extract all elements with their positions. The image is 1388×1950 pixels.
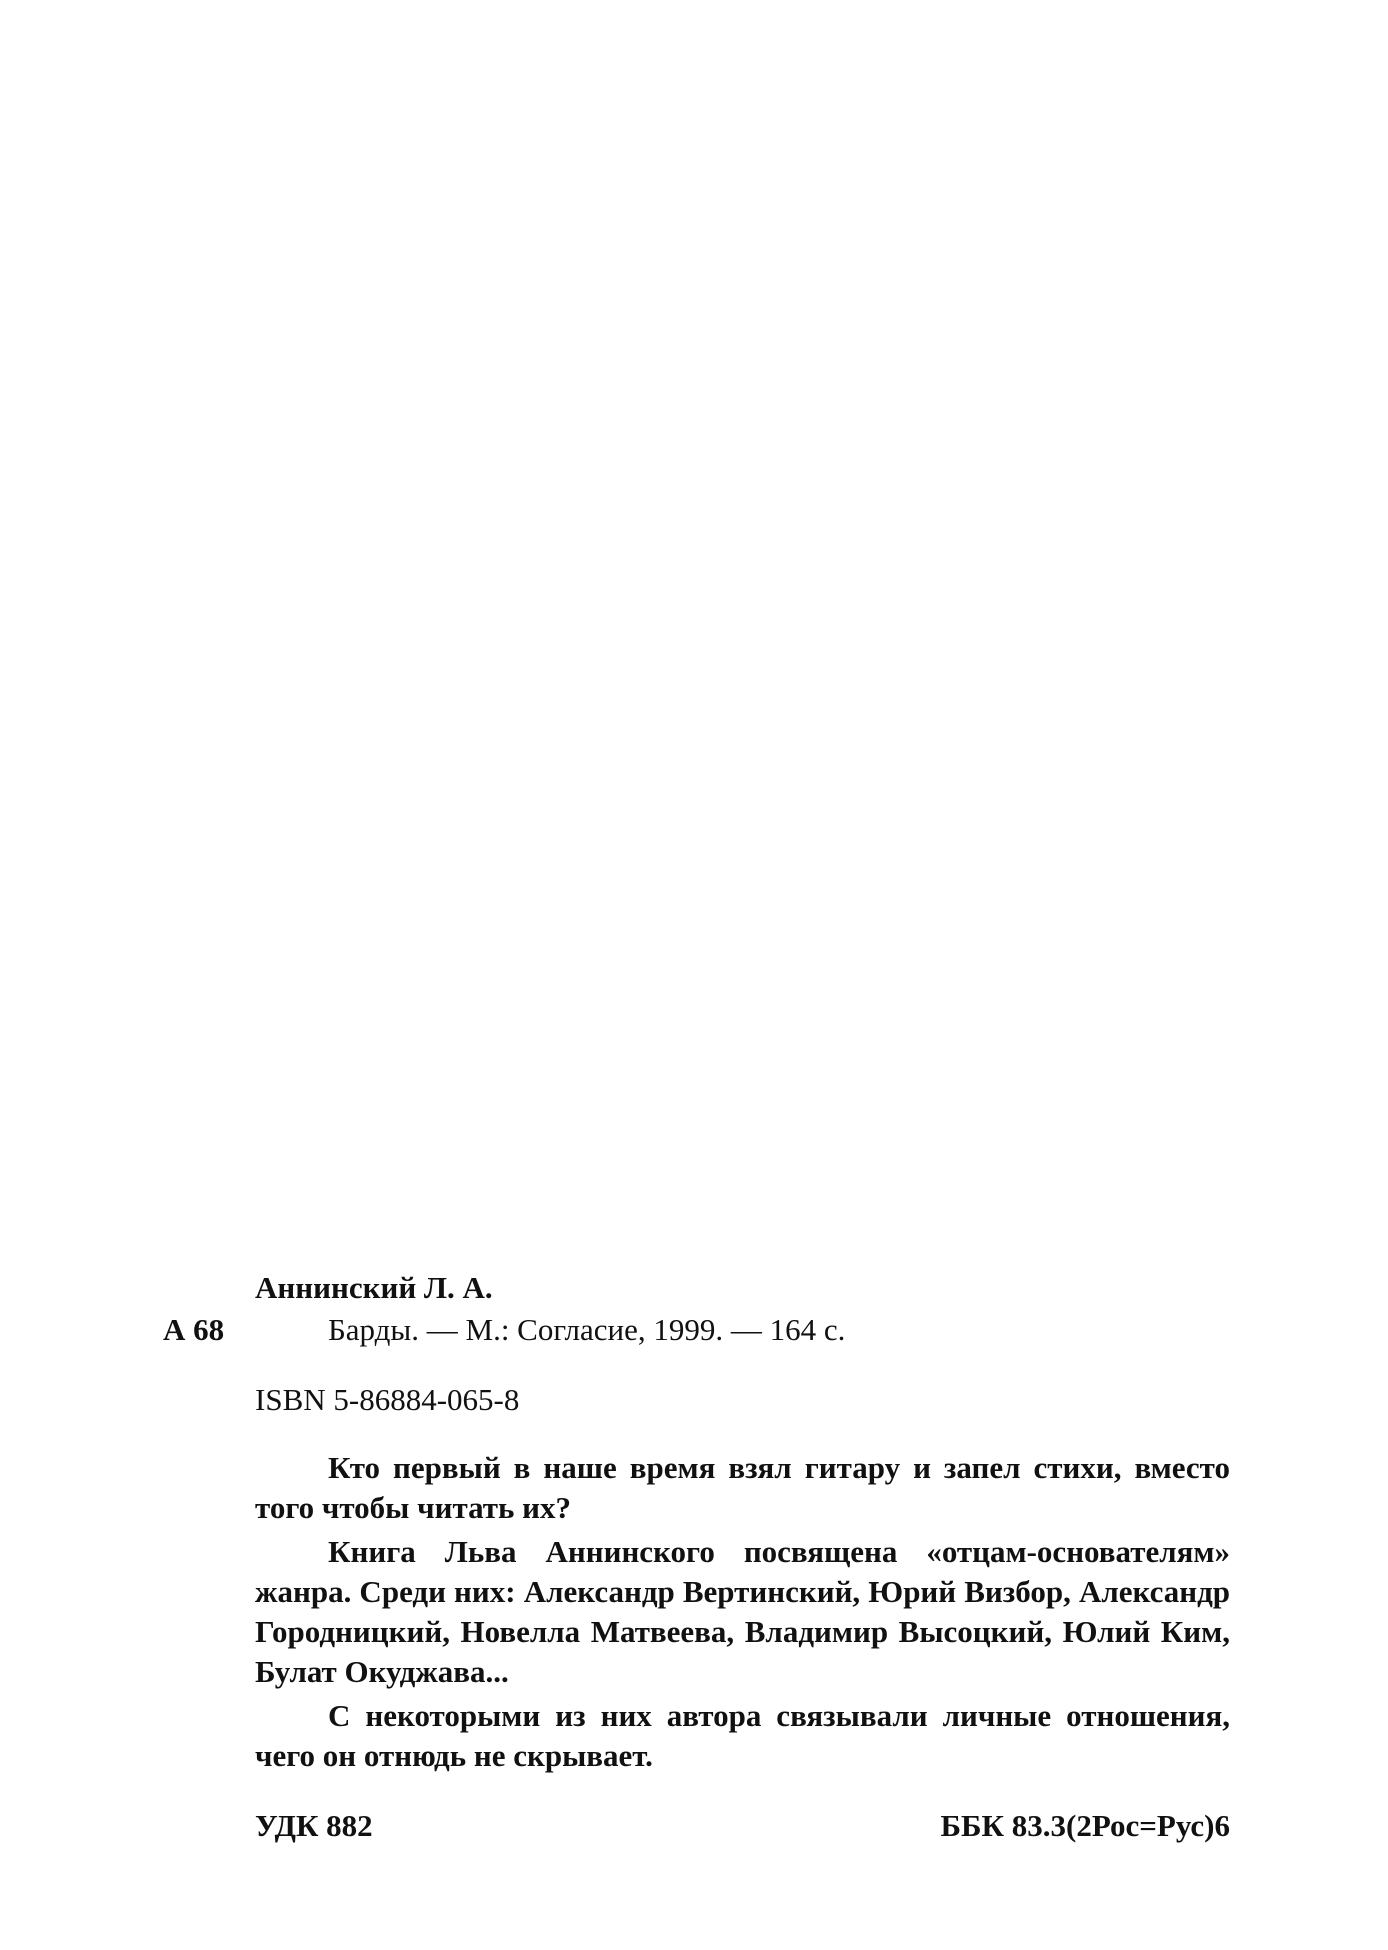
annotation-paragraph: С некоторыми из них автора связывали личные отношения, чего он отнюдь не скрывает.: [255, 1698, 1230, 1773]
udk-code: УДК 882: [255, 1808, 373, 1843]
annotation-paragraph: Книга Льва Аннинского посвящена «отцам-основателям» жанра. Среди них: Александр Вертинский, Юрий Визбор, Александр Городницкий, Новелла Матвеева, Владимир Высоцкий, Юлий Ким, Булат Окуджава...: [255, 1534, 1230, 1689]
bibliographic-description: Барды. — М.: Согласие, 1999. — 164 с.: [328, 1312, 846, 1347]
classification-line: [255, 1806, 1230, 1848]
bbk-code: ББК 83.3(2Рос=Рус)6: [940, 1808, 1230, 1843]
author-heading: Аннинский Л. А.: [255, 1270, 493, 1305]
isbn: ISBN 5-86884-065-8: [255, 1382, 520, 1417]
bibliographic-record: [163, 1268, 1230, 1848]
annotation: [255, 1448, 1230, 1776]
annotation-paragraph: Кто первый в наше время взял гитару и запел стихи, вместо того чтобы читать их?: [255, 1450, 1230, 1525]
code-line: [163, 1310, 1230, 1352]
author-code: А 68: [163, 1312, 225, 1347]
